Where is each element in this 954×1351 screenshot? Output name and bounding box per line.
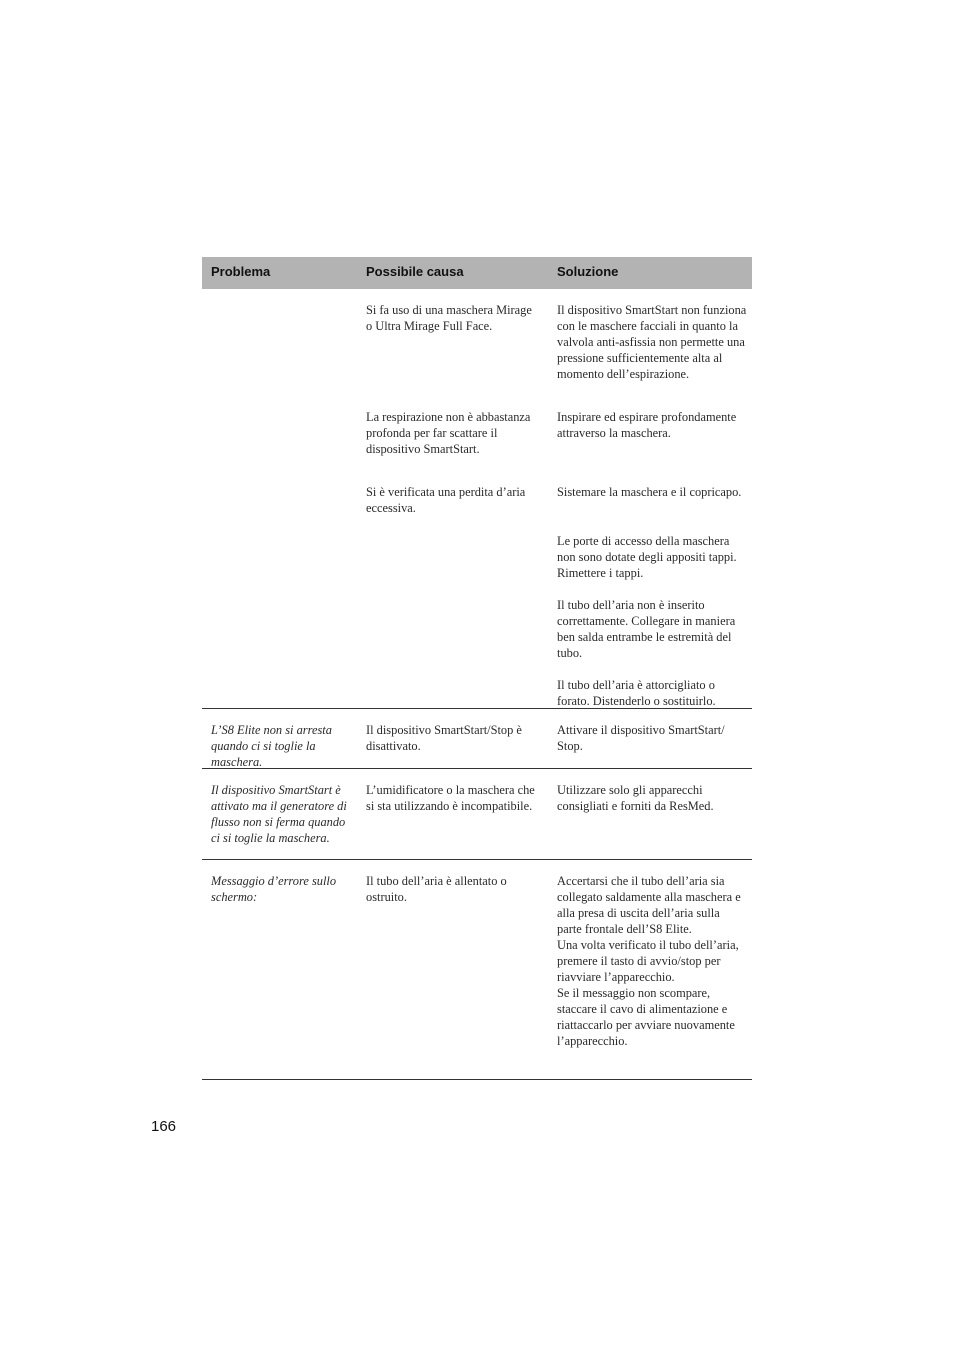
solution-cell <box>557 873 747 1049</box>
cause-cell: La respirazione non è abbastanza profonda per far scattare il dispositivo SmartStart. <box>366 410 531 456</box>
cause-cell: L’umidificatore o la maschera che si sta utilizzando è incompatibile. <box>366 783 535 813</box>
cause-cell: Il tubo dell’aria è allentato o ostruito. <box>366 874 507 904</box>
solution-paragraph: Una volta verificato il tubo dell’aria, premere il tasto di avvio/stop per riavviare l’apparecchio. <box>557 938 739 984</box>
table-row <box>202 860 752 1080</box>
solution-cell: Il tubo dell’aria non è inserito correttamente. Collegare in maniera ben salda entrambe le estremità del tubo. <box>557 598 736 660</box>
solution-cell: Attivare il dispositivo SmartStart/ Stop. <box>557 723 725 753</box>
solution-cell: Il tubo dell’aria è attorcigliato o forato. Distenderlo o sostituirlo. <box>557 678 716 708</box>
solution-cell: Il dispositivo SmartStart non funziona con le maschere facciali in quanto la valvola anti-asfissia non permette una pressione sufficientemente alta al momento dell’espirazione. <box>557 303 747 381</box>
solution-cell: Sistemare la maschera e il copricapo. <box>557 485 742 499</box>
cause-cell: Si fa uso di una maschera Mirage o Ultra Mirage Full Face. <box>366 303 532 333</box>
table-header <box>202 257 752 289</box>
table-row <box>202 769 752 860</box>
troubleshooting-table <box>202 257 752 1080</box>
solution-paragraph: Se il messaggio non scompare, staccare il cavo di alimentazione e riattaccarlo per avviare nuovamente l’apparecchio. <box>557 986 735 1048</box>
header-problem: Problema <box>211 264 271 279</box>
cause-cell: Il dispositivo SmartStart/Stop è disattivato. <box>366 723 522 753</box>
table-row-group1 <box>202 289 752 709</box>
solution-paragraph: Accertarsi che il tubo dell’aria sia collegato saldamente alla maschera e alla presa di uscita dell’aria sulla parte frontale dell’S8 Elite. <box>557 874 741 936</box>
page-number: 166 <box>151 1118 177 1135</box>
problem-cell: Il dispositivo SmartStart è attivato ma il generatore di flusso non si ferma quando ci si toglie la maschera. <box>211 783 347 845</box>
solution-cell: Utilizzare solo gli apparecchi consigliati e forniti da ResMed. <box>557 783 714 813</box>
cause-cell: Si è verificata una perdita d’aria eccessiva. <box>366 485 526 515</box>
header-cause: Possibile causa <box>366 264 464 279</box>
table-row <box>202 709 752 769</box>
solution-cell: Le porte di accesso della maschera non sono dotate degli appositi tappi. Rimettere i tappi. <box>557 534 737 580</box>
solution-cell: Inspirare ed espirare profondamente attraverso la maschera. <box>557 410 737 440</box>
problem-cell: L’S8 Elite non si arresta quando ci si toglie la maschera. <box>211 723 332 769</box>
header-solution: Soluzione <box>557 264 619 279</box>
problem-cell: Messaggio d’errore sullo schermo: <box>211 874 337 904</box>
